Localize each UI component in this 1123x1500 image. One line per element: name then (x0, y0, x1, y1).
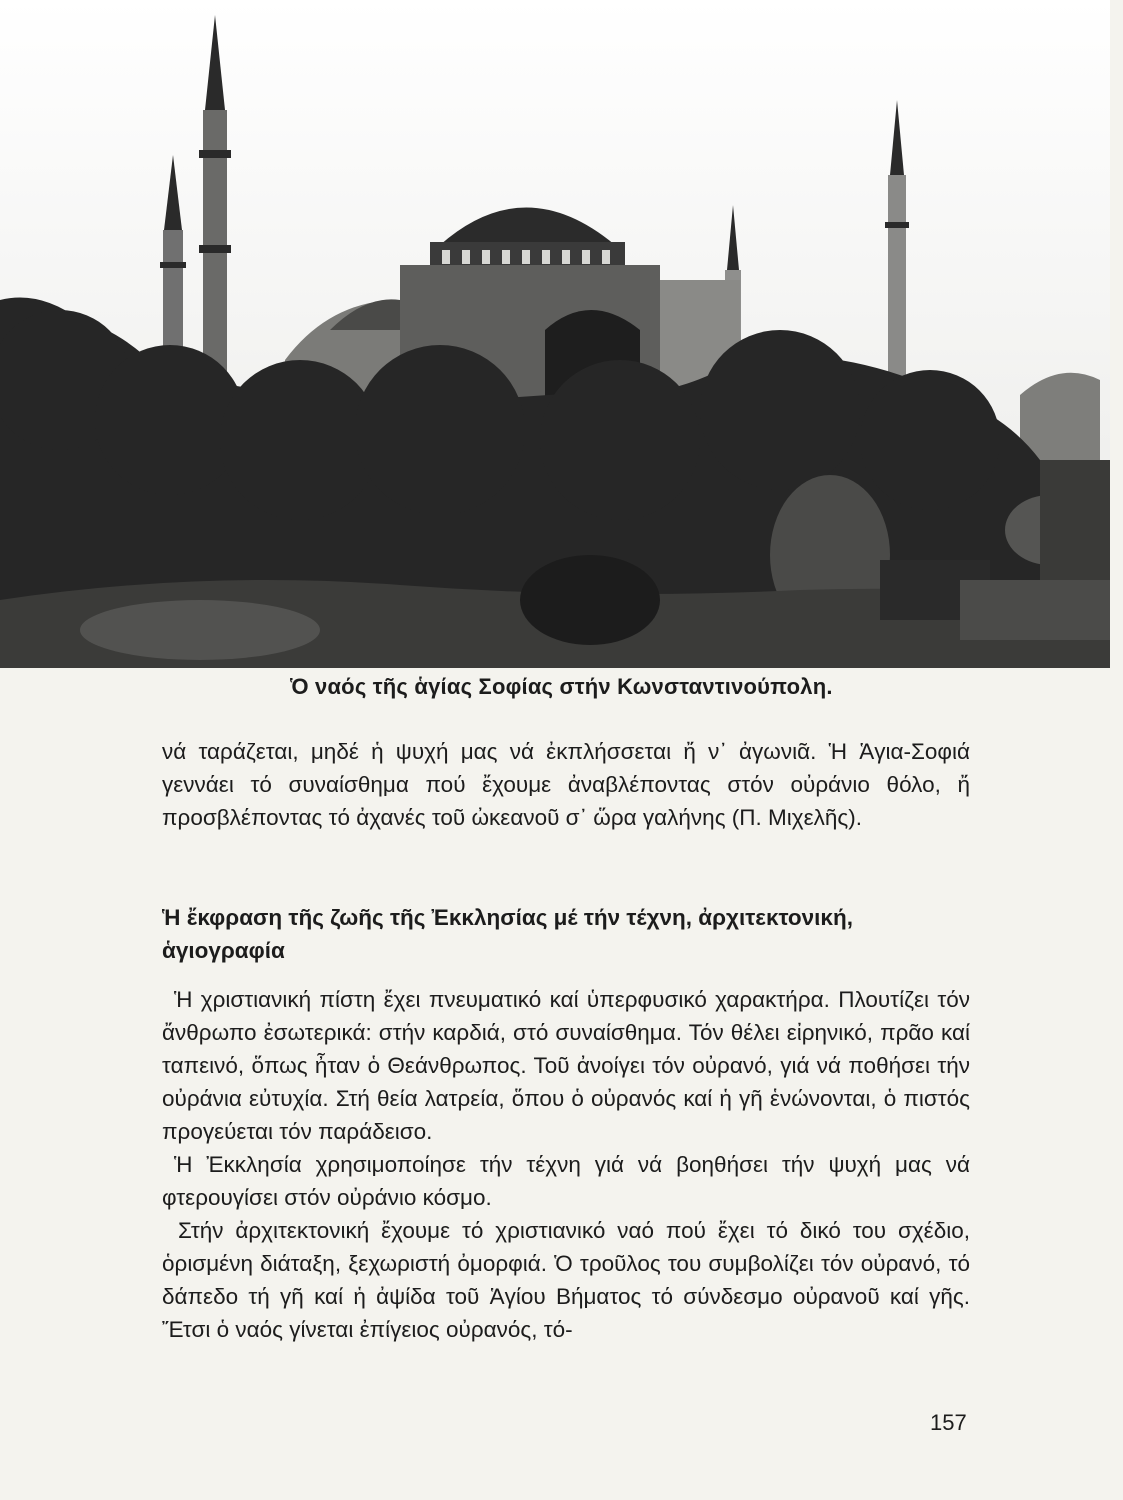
paragraph-continuation (162, 735, 970, 834)
paragraph-architecture: Στήν ἀρχιτεκτονική ἔχουμε τό χριστιανικό ναό πού ἔχει τό δικό του σχέδιο, ὁρισμένη διάταξη, ξεχωριστή ὀμορφιά. Ὁ τροῦλος του συμβολίζει τόν οὐρανό, τό δάπεδο τή γῆ καί ἡ ἀψίδα τοῦ Ἁγίου Βήματος τό σύνδεσμο οὐρανοῦ καί γῆς. Ἔτσι ὁ ναός γίνεται ἐπίγειος οὐρανός, τό- (162, 1218, 970, 1342)
figure-caption: Ὁ ναός τῆς ἁγίας Σοφίας στήν Κωνσταντινούπολη. (290, 674, 833, 699)
body-text (162, 983, 970, 1346)
page-number: 157 (930, 1410, 967, 1435)
hagia-sophia-photo (0, 0, 1110, 668)
paragraph-faith: Ἡ χριστιανική πίστη ἔχει πνευματικό καί ὑπερφυσικό χαρακτήρα. Πλουτίζει τόν ἄνθρωπο ἐσωτερικά: στήν καρδιά, στό συναίσθημα. Τόν θέλει εἰρηνικό, πρᾶο καί ταπεινό, ὅπως ἦταν ὁ Θεάνθρωπος. Τοῦ ἀνοίγει τόν οὐρανό, γιά νά ποθήσει τήν οὐράνια εὐτυχία. Στή θεία λατρεία, ὅπου ὁ οὐρανός καί ἡ γῆ ἑνώνονται, ὁ πιστός προγεύεται τόν παράδεισο. (162, 987, 970, 1144)
section-heading: Ἡ ἔκφραση τῆς ζωῆς τῆς Ἐκκλησίας μέ τήν τέχνη, ἀρχιτεκτονική, ἁγιογραφία (162, 905, 853, 963)
paragraph-church-art: Ἡ Ἐκκλησία χρησιμοποίησε τήν τέχνη γιά νά βοηθήσει τήν ψυχή μας νά φτερουγίσει στόν οὐράνιο κόσμο. (162, 1152, 970, 1210)
paragraph-text: νά ταράζεται, μηδέ ἡ ψυχή μας νά ἐκπλήσσεται ἤ ν᾿ ἀγωνιᾶ. Ἡ Ἁγια-Σοφιά γεννάει τό συναίσθημα πού ἔχουμε ἀναβλέποντας στόν οὐράνιο θόλο, ἤ προσβλέποντας τό ἀχανές τοῦ ὠκεανοῦ σ᾿ ὥρα γαλήνης (Π. Μιχελῆς). (162, 739, 970, 830)
